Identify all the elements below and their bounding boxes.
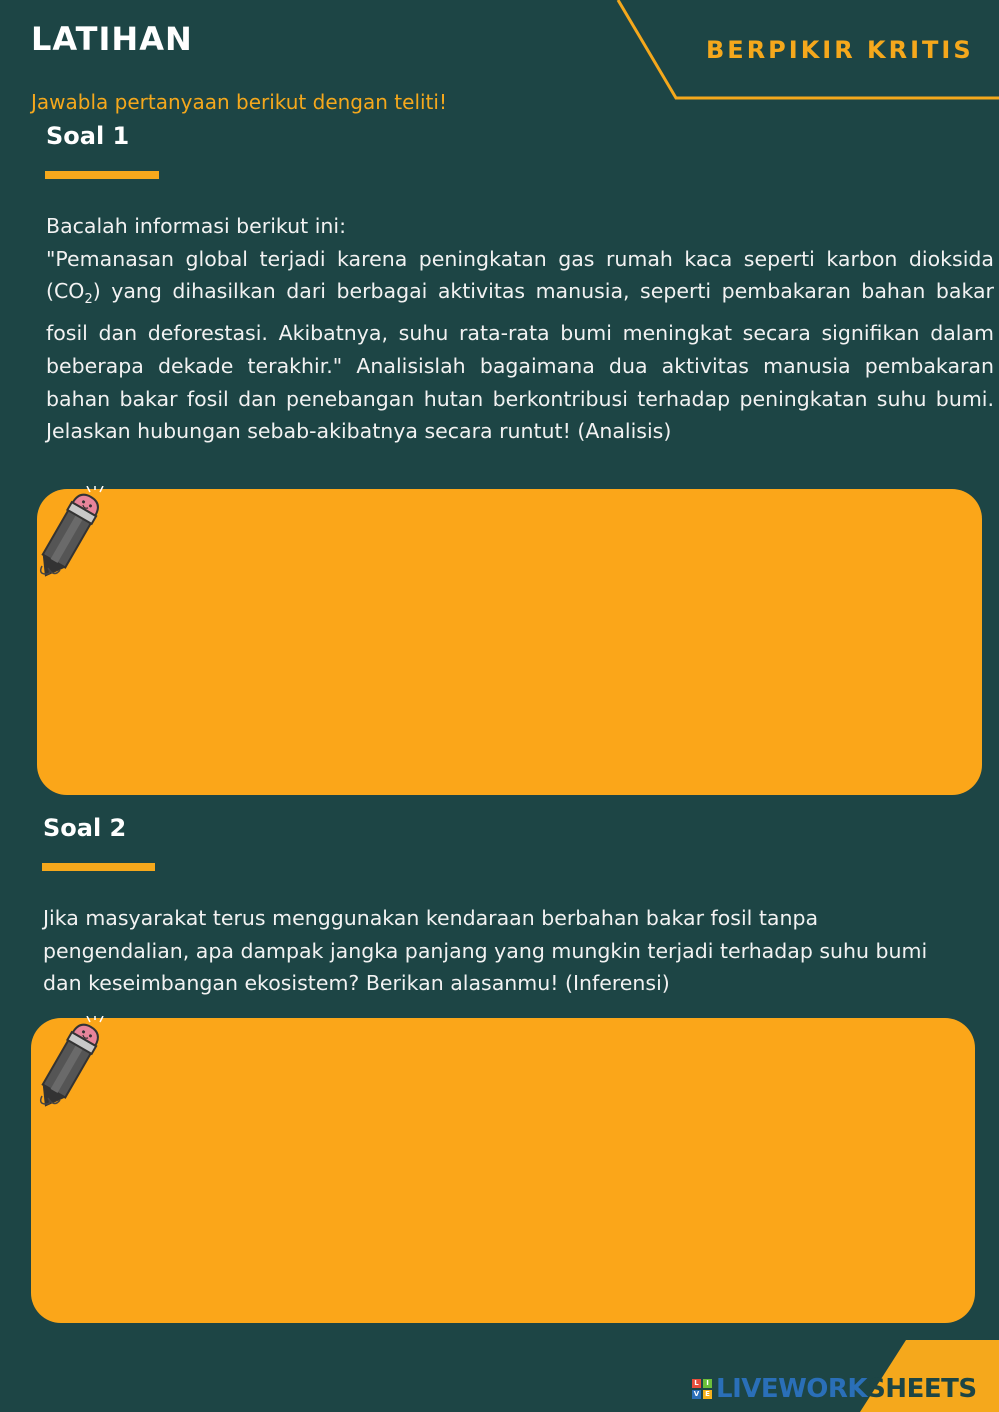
logo-grid-icon bbox=[692, 1379, 712, 1399]
logo-letter-l: L bbox=[692, 1379, 701, 1388]
pencil-icon bbox=[32, 1016, 122, 1116]
liveworksheets-logo[interactable] bbox=[692, 1374, 977, 1404]
question-2-underline bbox=[42, 863, 155, 871]
answer-box-2[interactable] bbox=[31, 1018, 975, 1323]
logo-letter-e: E bbox=[703, 1390, 712, 1399]
question-1-intro: Bacalah informasi berikut ini: bbox=[46, 214, 346, 238]
question-1-text bbox=[46, 210, 994, 448]
logo-letter-i: I bbox=[703, 1379, 712, 1388]
logo-wordmark bbox=[716, 1374, 977, 1404]
question-1-underline bbox=[45, 171, 159, 179]
page-title: LATIHAN bbox=[31, 20, 193, 58]
question-1-body-part1: "Pemanasan global terjadi karena peningkatan gas rumah kaca seperti karbon dioksida (CO bbox=[46, 246, 994, 304]
category-badge: BERPIKIR KRITIS bbox=[706, 36, 974, 64]
co2-subscript: 2 bbox=[84, 292, 93, 308]
question-1-heading: Soal 1 bbox=[46, 122, 130, 150]
instruction-text: Jawabla pertanyaan berikut dengan teliti! bbox=[31, 90, 447, 114]
question-2-text: Jika masyarakat terus menggunakan kendaraan berbahan bakar fosil tanpa pengendalian, apa dampak jangka panjang yang mungkin terjadi terhadap suhu bumi dan keseimbangan ekosistem? Berikan alasanmu! (Inferensi) bbox=[43, 906, 928, 996]
question-2-heading: Soal 2 bbox=[43, 814, 127, 842]
answer-box-1[interactable] bbox=[37, 489, 982, 795]
question-1-body-part2: ) yang dihasilkan dari berbagai aktivitas manusia, seperti pembakaran bahan bakar fosil dan deforestasi. Akibatnya, suhu rata-rata bumi meningkat secara signifikan dalam beberapa dekade terakhir." Analisislah bagaimana dua aktivitas manusia pembakaran bahan bakar fosil dan penebangan hutan berkontribusi terhadap peningkatan suhu bumi. Jelaskan hubungan sebab-akibatnya secara runtut! (Analisis) bbox=[46, 279, 994, 444]
question-1-body bbox=[46, 243, 994, 448]
logo-word-part2: SHEETS bbox=[867, 1374, 977, 1404]
logo-letter-v: V bbox=[693, 1390, 700, 1398]
logo-word-part1: LIVEWORK bbox=[716, 1374, 868, 1404]
pencil-icon bbox=[32, 486, 122, 586]
